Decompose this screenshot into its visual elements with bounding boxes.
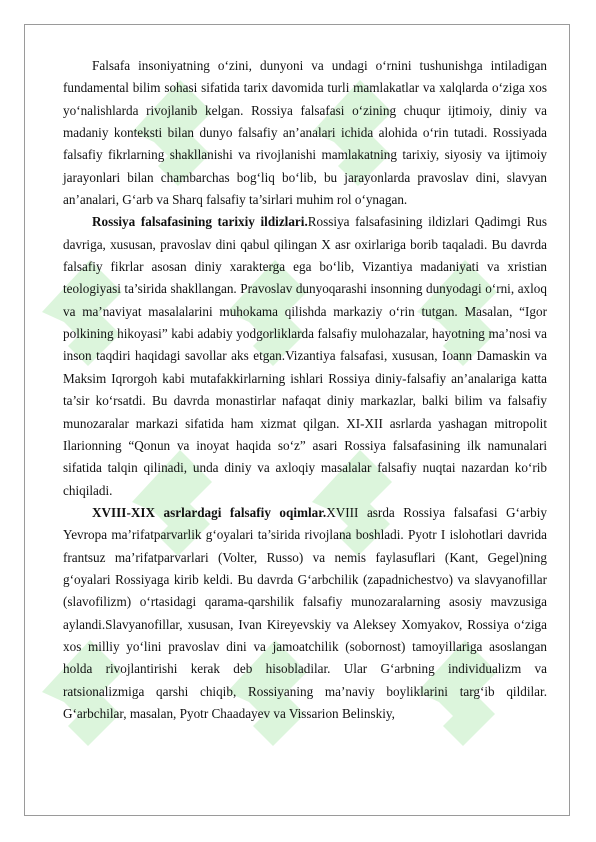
paragraph-text: Rossiya falsafasining ildizlari Qadimgi Rus davriga, xususan, pravoslav dini qabul qilingan X asr oxirlariga borib taqaladi. Bu davrda falsafiy fikrlar asosan diniy xarakterga ega bo‘lib, Vizantiya madaniyati va xristian teologiyasi ta’sirida shakllangan. Pravoslav dunyoqarashi insonning dunyodagi o‘rni, axloq va ma’naviyat masalalarini muhokama qilishda markaziy o‘rin tutgan. Masalan, “Igor polkining hikoyasi” kabi adabiy yodgorliklarda falsafiy mulohazalar, hayotning ma’nosi va inson taqdiri haqidagi savollar aks etgan.Vizantiya falsafasi, xususan, Ioann Damaskin va Maksim Iqrorgoh kabi mutafakkirlarning ishlari Rossiya diniy-falsafiy an’analariga katta ta’sir ko‘rsatdi. Bu davrda monastirlar nafaqat diniy markazlar, balki bilim va falsafiy munozaralar markazi sifatida ham xizmat qilgan. XI-XII asrlarda yashagan mitropolit Ilarionning “Qonun va inoyat haqida so‘z” asari Rossiya falsafasining ilk namunalari sifatida talqin qilinadi, unda diniy va axloqiy masalalar falsafiy nuqtai nazardan ko‘rib chiqiladi. (63, 214, 548, 498)
section-heading: Rossiya falsafasining tarixiy ildizlari. (92, 214, 308, 230)
paragraph-18-19-century (63, 502, 547, 725)
paragraph-text: XVIII asrda Rossiya falsafasi G‘arbiy Yevropa ma’rifatparvarlik g‘oyalari ta’sirida rivojlana boshladi. Pyotr I islohotlari davrida frantsuz ma’rifatparvarlari (Volter, Russo) va nemis faylasuflari (Kant, Gegel)ning g‘oyalari Rossiyaga kirib keldi. Bu davrda G‘arbchilik (zapadnichestvo) va slavyanofillar (slavofilizm) o‘rtasidagi qarama-qarshilik falsafiy munozaralarning asosiy mavzusiga aylandi.Slavyanofillar, xususan, Ivan Kireyevskiy va Aleksey Xomyakov, Rossiya o‘ziga xos milliy yo‘lini pravoslav dini va jamoatchilik (sobornost) tamoyillariga asoslangan holda rivojlantirishi kerak deb hisobladilar. Ular G‘arbning individualizm va ratsionalizmiga qarshi chiqib, Rossiyaning ma’naviy boyliklarini targ‘ib qildilar. G‘arbchilar, masalan, Pyotr Chaadayev va Vissarion Belinskiy, (63, 504, 548, 721)
document-body (63, 55, 547, 725)
section-heading: XVIII-XIX asrlardagi falsafiy oqimlar. (92, 504, 327, 520)
paragraph-intro (63, 55, 547, 211)
paragraph-historical-roots (63, 211, 547, 501)
paragraph-text: Falsafa insoniyatning o‘zini, dunyoni va undagi o‘rnini tushunishga intiladigan fundamental bilim sohasi sifatida tarix davomida turli mamlakatlar va xalqlarda o‘ziga xos yo‘nalishlarda rivojlanib kelgan. Rossiya falsafasi o‘zining chuqur ijtimoiy, diniy va madaniy konteksti bilan dunyo falsafiy an’analari ichida alohida o‘rin tutadi. Rossiyada falsafiy fikrlarning shakllanishi va rivojlanishi mamlakatning tarixiy, siyosiy va ijtimoiy jarayonlari bilan chambarchas bog‘liq bo‘lib, bu jarayonlarda pravoslav dini, slavyan an’analari, G‘arb va Sharq falsafiy ta’sirlari muhim rol o‘ynagan. (63, 58, 547, 208)
